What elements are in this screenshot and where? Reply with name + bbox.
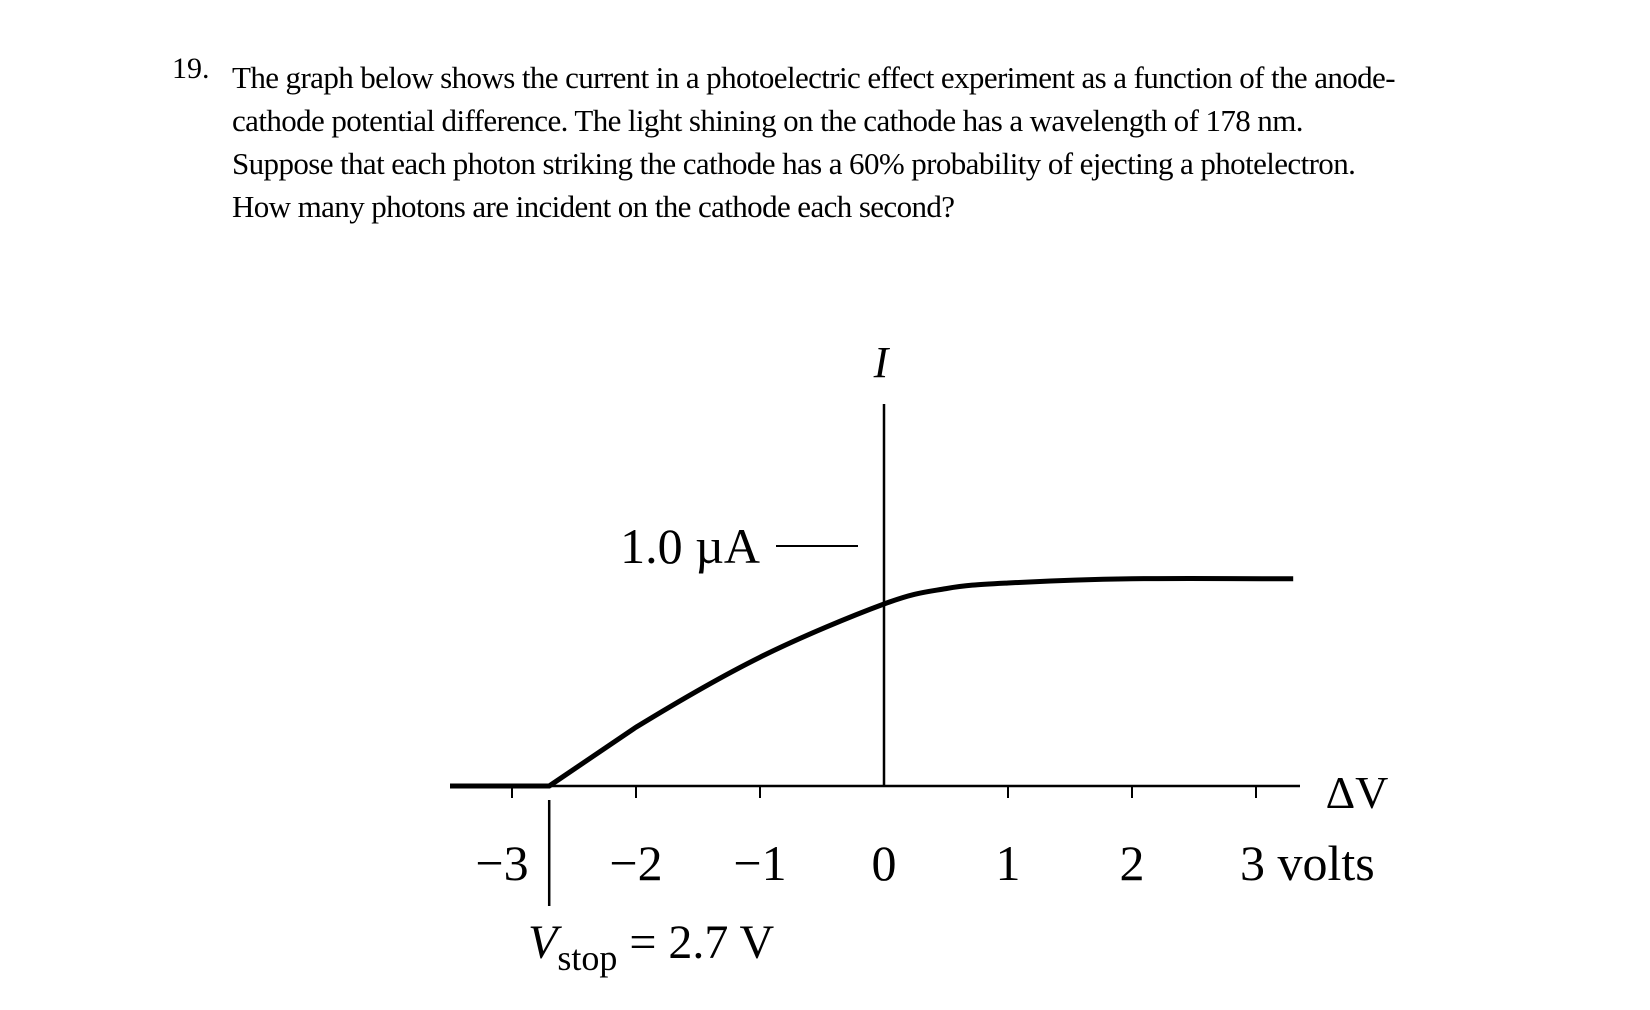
x-tick-label: 1 [995, 835, 1021, 891]
x-axis-label: ΔV [1325, 767, 1389, 818]
x-tick-label: −1 [733, 835, 787, 891]
x-tick-label: 3 volts [1240, 835, 1375, 891]
x-tick-label: −2 [609, 835, 663, 891]
x-tick-label: −3 [475, 835, 529, 891]
question-number: 19. [172, 52, 210, 85]
x-ticks [475, 786, 1374, 891]
y-tick-label: 1.0 µA [620, 518, 760, 574]
question-line: Suppose that each photon striking the cathode has a 60% probability of ejecting a photelectron. [232, 146, 1356, 181]
stopping-potential-label [528, 916, 775, 978]
question-line: How many photons are incident on the cathode each second? [232, 189, 955, 224]
x-tick-label: 2 [1119, 835, 1145, 891]
y-axis-label: I [873, 338, 889, 387]
question-line: cathode potential difference. The light shining on the cathode has a wavelength of 178 nm. [232, 103, 1303, 138]
vstop-value: = 2.7 V [617, 916, 775, 969]
question-line: The graph below shows the current in a photoelectric effect experiment as a function of the anode- [232, 60, 1395, 95]
vstop-subscript: stop [557, 938, 618, 978]
x-tick-label: 0 [871, 835, 897, 891]
vstop-symbol: V [528, 916, 558, 969]
current-curve [450, 578, 1293, 786]
